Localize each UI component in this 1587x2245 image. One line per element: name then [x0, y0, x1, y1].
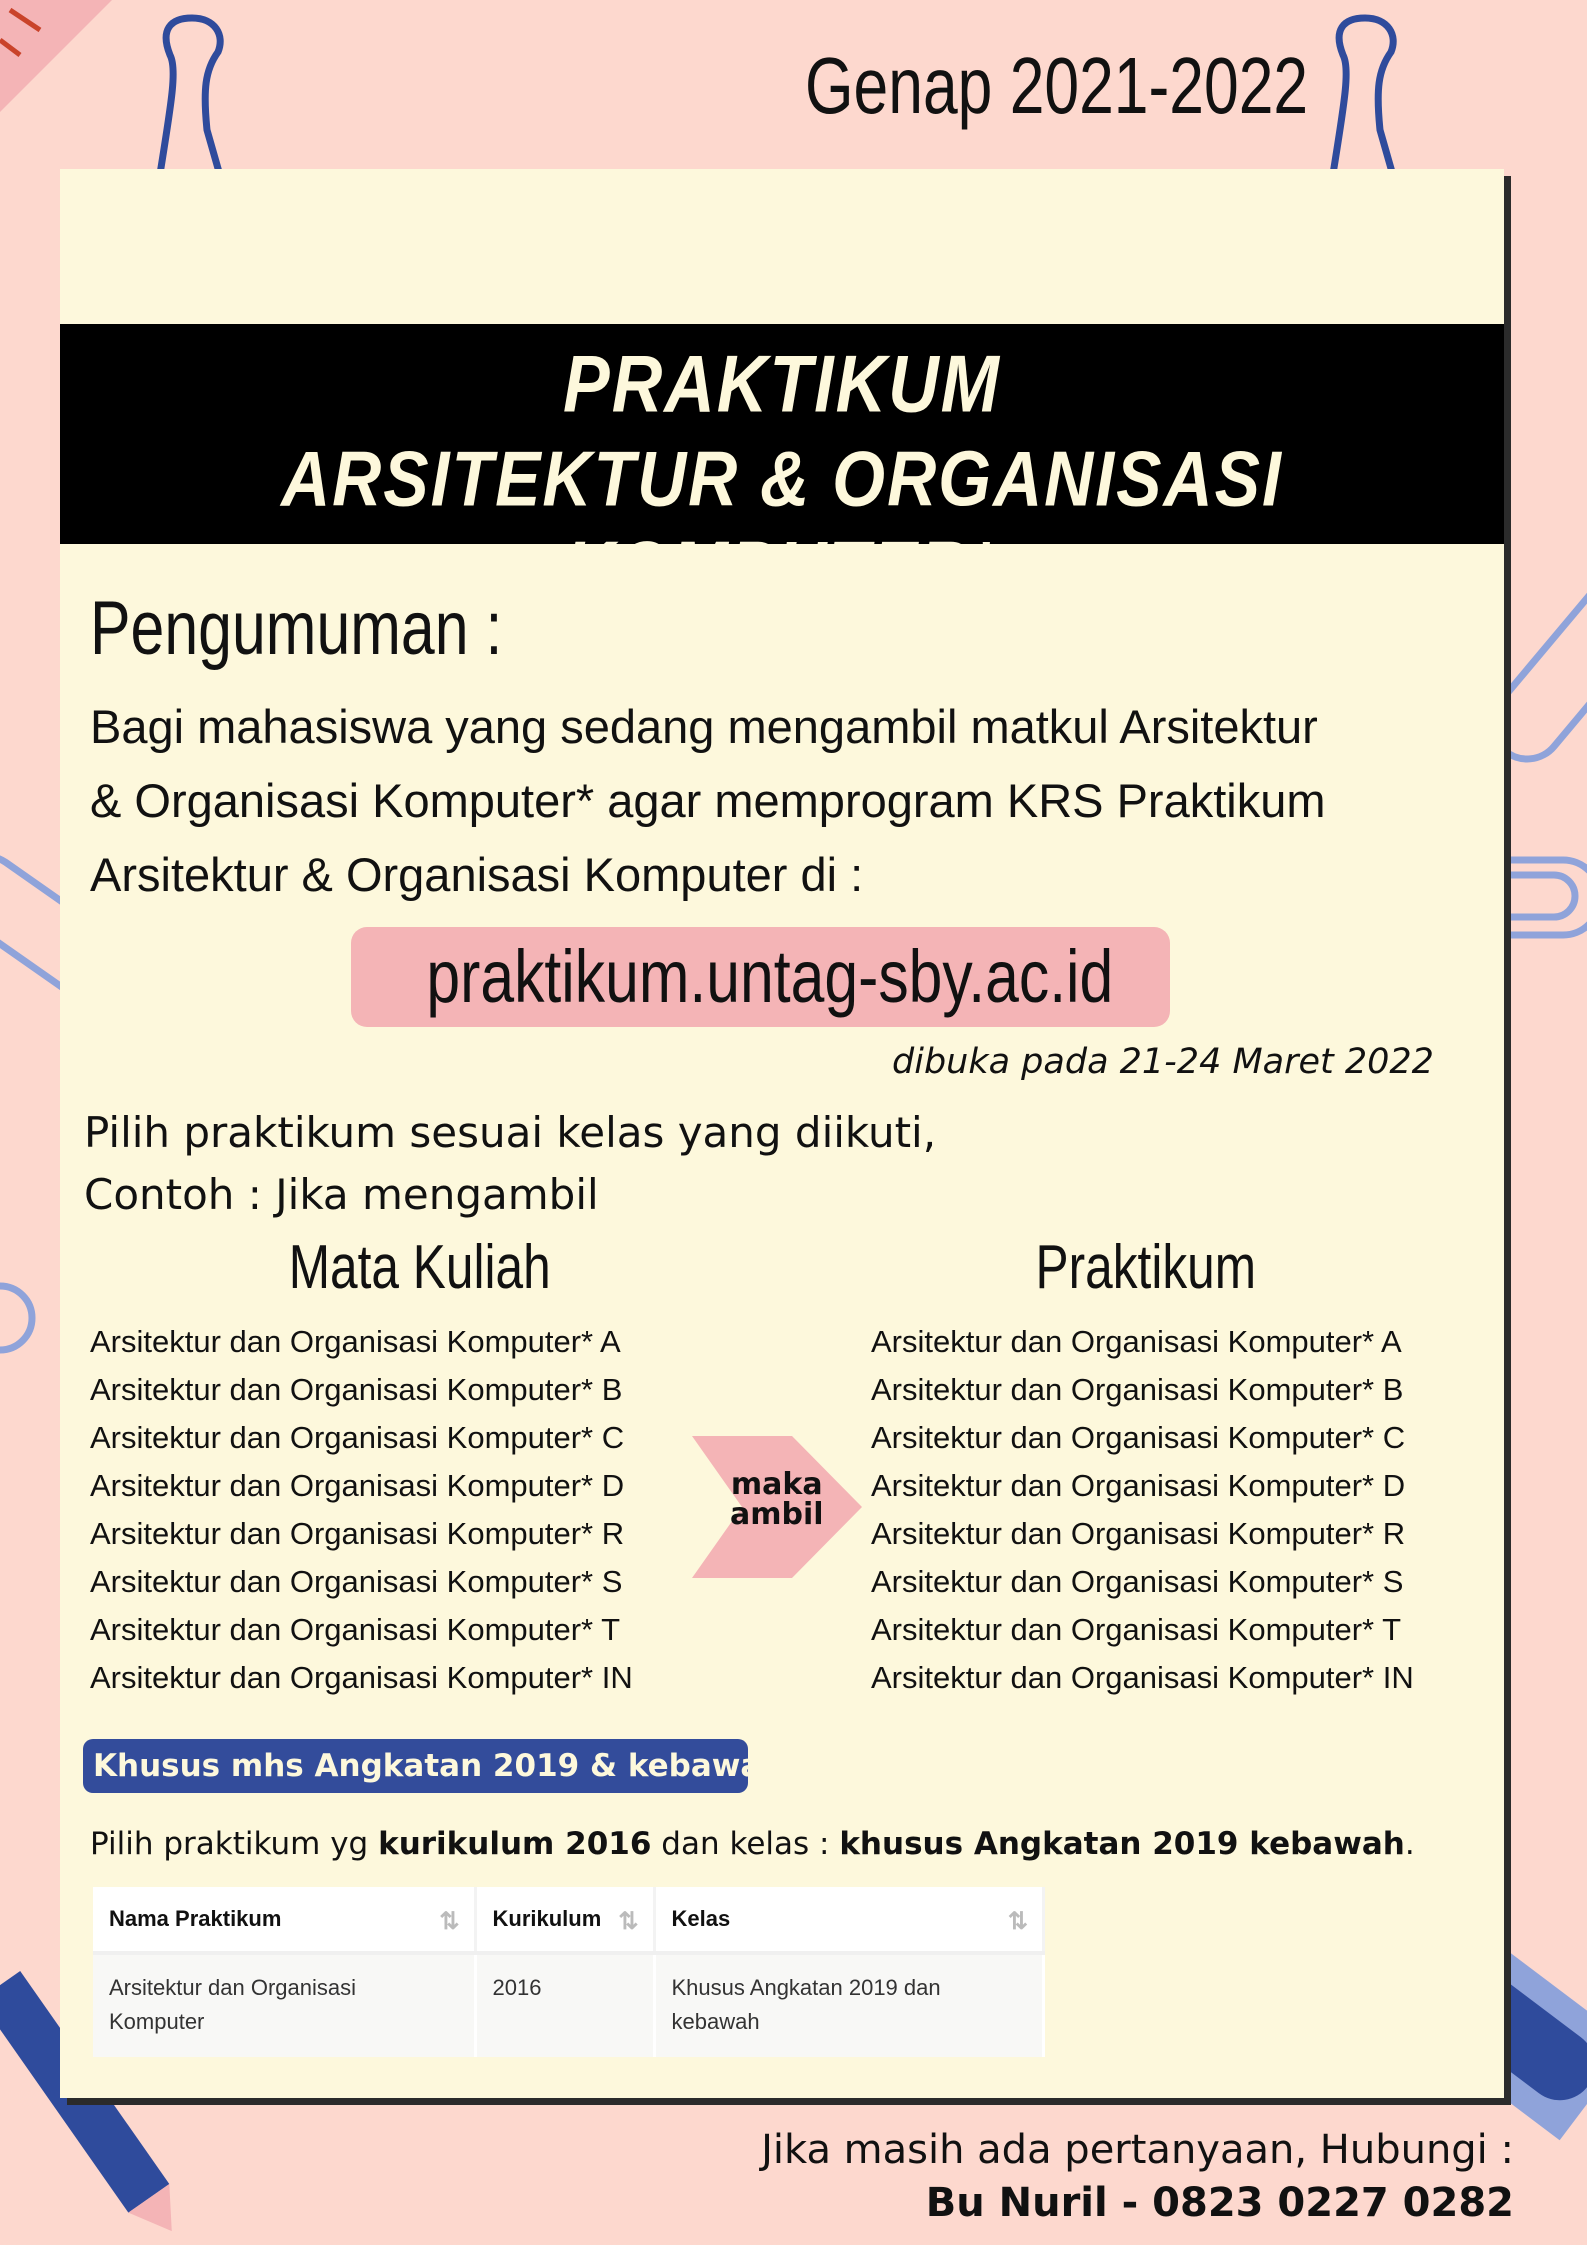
list-item: Arsitektur dan Organisasi Komputer* D [871, 1468, 1406, 1503]
special-note-badge: Khusus mhs Angkatan 2019 & kebawah : [83, 1739, 748, 1793]
column-header-kurikulum[interactable]: Kurikulum ⇅ [475, 1887, 654, 1953]
cell-nama: Arsitektur dan Organisasi Komputer [93, 1953, 475, 2057]
ruler-icon [0, 0, 112, 112]
sort-icon[interactable]: ⇅ [618, 1908, 639, 1935]
sort-icon[interactable]: ⇅ [439, 1908, 460, 1935]
column-header-nama[interactable]: Nama Praktikum ⇅ [93, 1887, 475, 1953]
table-row [93, 1953, 1044, 2057]
list-item: Arsitektur dan Organisasi Komputer* C [871, 1420, 1406, 1455]
banner-line-2: ARSITEKTUR & ORGANISASI KOMPUTER* [281, 435, 1283, 613]
column-header-kelas[interactable]: Kelas ⇅ [654, 1887, 1044, 1953]
arrow-label-line: maka [730, 1467, 823, 1502]
praktikum-heading: Praktikum [1035, 1233, 1257, 1302]
list-item: Arsitektur dan Organisasi Komputer* S [871, 1564, 1404, 1599]
title-banner [60, 324, 1504, 613]
cell-kelas: Khusus Angkatan 2019 dan kebawah [654, 1953, 1044, 2057]
list-item: Arsitektur dan Organisasi Komputer* B [871, 1372, 1404, 1407]
announcement-title: Pengumuman : [90, 586, 503, 671]
list-item: Arsitektur dan Organisasi Komputer* IN [871, 1660, 1414, 1695]
course-list [90, 1318, 633, 1702]
paragraph-line: Bagi mahasiswa yang sedang mengambil matkul Arsitektur [90, 700, 1318, 753]
instruction-line: Contoh : Jika mengambil [84, 1170, 599, 1219]
special-note: Pilih praktikum yg kurikulum 2016 dan kelas : khusus Angkatan 2019 kebawah. [90, 1826, 1415, 1862]
list-item: Arsitektur dan Organisasi Komputer* C [90, 1420, 625, 1455]
list-item: Arsitektur dan Organisasi Komputer* B [90, 1372, 623, 1407]
list-item: Arsitektur dan Organisasi Komputer* A [90, 1324, 621, 1359]
arrow-label-line: ambil [730, 1497, 824, 1532]
list-item: Arsitektur dan Organisasi Komputer* IN [90, 1660, 633, 1695]
contact-prompt: Jika masih ada pertanyaan, Hubungi : [761, 2127, 1514, 2173]
arrow-label [730, 1467, 824, 1532]
paragraph-line: & Organisasi Komputer* agar memprogram KRS Praktikum [90, 774, 1326, 827]
mata-kuliah-heading: Mata Kuliah [289, 1233, 551, 1302]
list-item: Arsitektur dan Organisasi Komputer* T [90, 1612, 621, 1647]
contact-info: Bu Nuril - 0823 0227 0282 [925, 2180, 1514, 2226]
praktikum-list [871, 1318, 1414, 1702]
url-link[interactable]: praktikum.untag-sby.ac.id [426, 935, 1114, 1018]
praktikum-table [93, 1887, 1045, 2057]
cell-kurikulum: 2016 [475, 1953, 654, 2057]
list-item: Arsitektur dan Organisasi Komputer* D [90, 1468, 625, 1503]
banner-line-1: PRAKTIKUM [563, 339, 1001, 429]
announcement-paragraph [90, 690, 1475, 912]
list-item: Arsitektur dan Organisasi Komputer* R [90, 1516, 625, 1551]
instruction [84, 1102, 936, 1226]
list-item: Arsitektur dan Organisasi Komputer* R [871, 1516, 1406, 1551]
sort-icon[interactable]: ⇅ [1007, 1908, 1028, 1935]
table-header-row [93, 1887, 1044, 1953]
list-item: Arsitektur dan Organisasi Komputer* A [871, 1324, 1402, 1359]
semester-label: Genap 2021-2022 [805, 41, 1309, 130]
paragraph-line: Arsitektur & Organisasi Komputer di : [90, 848, 864, 901]
list-item: Arsitektur dan Organisasi Komputer* S [90, 1564, 623, 1599]
list-item: Arsitektur dan Organisasi Komputer* T [871, 1612, 1402, 1647]
instruction-line: Pilih praktikum sesuai kelas yang diikuti, [84, 1108, 937, 1157]
url-pill[interactable] [351, 927, 1170, 1027]
open-date: dibuka pada 21-24 Maret 2022 [892, 1042, 1434, 1082]
